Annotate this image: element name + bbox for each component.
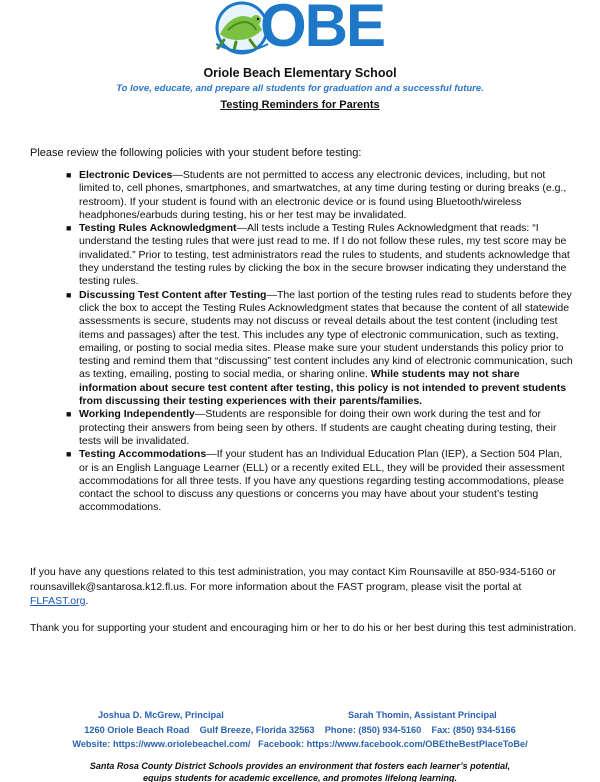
logo-letters: OBE: [260, 0, 385, 59]
square-bullet-icon: ■: [66, 289, 72, 300]
mission-line: Santa Rosa County District Schools provides an environment that fosters each learner’s potential,: [89, 761, 511, 771]
policy-body: —All tests include a Testing Rules Acknowledgment that reads: “I understand the testing rules that were just read to me. If I do not follow these rules, my test score may be invalidated.” Prior to testing, test administrators read the rules to students, and students acknowledge that they understand the testing rules by clicking the box in the secure browser indicating they understand the testing rules.: [79, 222, 570, 288]
policy-testing-rules: [66, 222, 573, 288]
square-bullet-icon: ■: [66, 409, 72, 420]
square-bullet-icon: ■: [66, 170, 72, 180]
policy-testing-accommodations: [66, 448, 573, 514]
thanks-paragraph: Thank you for supporting your student and encouraging him or her to do his or her best during this test administration.: [30, 622, 577, 634]
policy-title: Electronic Devices: [79, 169, 173, 181]
school-name: Oriole Beach Elementary School: [203, 66, 397, 80]
policy-working-independently: [66, 408, 573, 448]
contact-text: If you have any questions related to this test administration, you may contact Kim Rounsaville at 850-934-5160 or rounsavillek@santarosa.k12.fl.us. For more information about the FAST program, please visit the portal at: [30, 566, 556, 593]
square-bullet-icon: ■: [66, 449, 72, 460]
policy-body: —Students are responsible for doing their own work during the test and for protecting their answers from being seen by others. If students are caught cheating during testing, their tests will be invalidated.: [79, 408, 557, 447]
policy-title: Discussing Test Content after Testing: [79, 288, 267, 301]
policy-emphasis: While students may not share information about secure test content after testing, this policy is not intended to prevent students from discussing their testing experiences with their parents/families.: [79, 368, 567, 408]
contact-paragraph: [30, 565, 578, 609]
policy-discussing-content: [66, 288, 573, 409]
policy-title: Testing Rules Acknowledgment: [79, 222, 237, 235]
school-motto: To love, educate, and prepare all students for graduation and a successful future.: [116, 83, 484, 94]
school-address: 1260 Oriole Beach Road Gulf Breeze, Florida 32563 Phone: (850) 934-5160 Fax: (850) 934-5166: [84, 725, 516, 735]
assistant-principal-name: Sarah Thomin, Assistant Principal: [348, 710, 497, 720]
square-bullet-icon: ■: [66, 223, 72, 234]
web-links: Website: https://www.oriolebeachel.com/ Facebook: https://www.facebook.com/OBEtheBestPlaceToBe/: [72, 739, 528, 749]
principal-name: Joshua D. McGrew, Principal: [98, 710, 224, 720]
mission-line: equips students for academic excellence, and promotes lifelong learning.: [142, 773, 458, 782]
policy-title: Testing Accommodations: [79, 448, 207, 461]
policy-body: —The last portion of the testing rules read to students before they click the box to accept the Testing Rules Acknowledgment states that because the content of all statewide assessments is secure, students may not discuss or reveal details about the test content (including test items and passages) after the test. This includes any type of electronic communication, such as texting, emailing, or posting to social media sites. Please make sure your student understands this policy prior to testing and remind them that “discussing” test content includes any kind of electronic communication, such as texting, emailing, posting to social media, or sharing online.: [79, 288, 573, 381]
contact-text-end: .: [85, 595, 89, 608]
policy-body: —Students are not permitted to access any electronic devices, including, but not limited to, cell phones, smartphones, and smartwatches, at any time during testing or during breaks (e.g., restroom). If your student is found with an electronic device or is found using Bluetooth/wireless headphones/earbuds during testing, his or her test may be invalidated.: [79, 169, 567, 221]
intro-text: Please review the following policies with your student before testing:: [30, 147, 362, 159]
page-title: Testing Reminders for Parents: [220, 99, 380, 111]
school-logo: [212, 0, 392, 59]
flfast-link[interactable]: FLFAST.org: [30, 595, 86, 608]
policy-electronic-devices: [66, 169, 573, 222]
policy-title: Working Independently: [79, 408, 195, 421]
policy-list: [66, 169, 573, 515]
policy-body: —If your student has an Individual Education Plan (IEP), a Section 504 Plan, or is an English Language Learner (ELL) or a recently exited ELL, they will be provided their assessment accommodations for all three tests. If you have any questions regarding testing accommodations, please contact the school to discuss any questions or concerns you may have about your student’s testing accommodations.: [79, 448, 565, 514]
district-mission: [0, 760, 600, 782]
